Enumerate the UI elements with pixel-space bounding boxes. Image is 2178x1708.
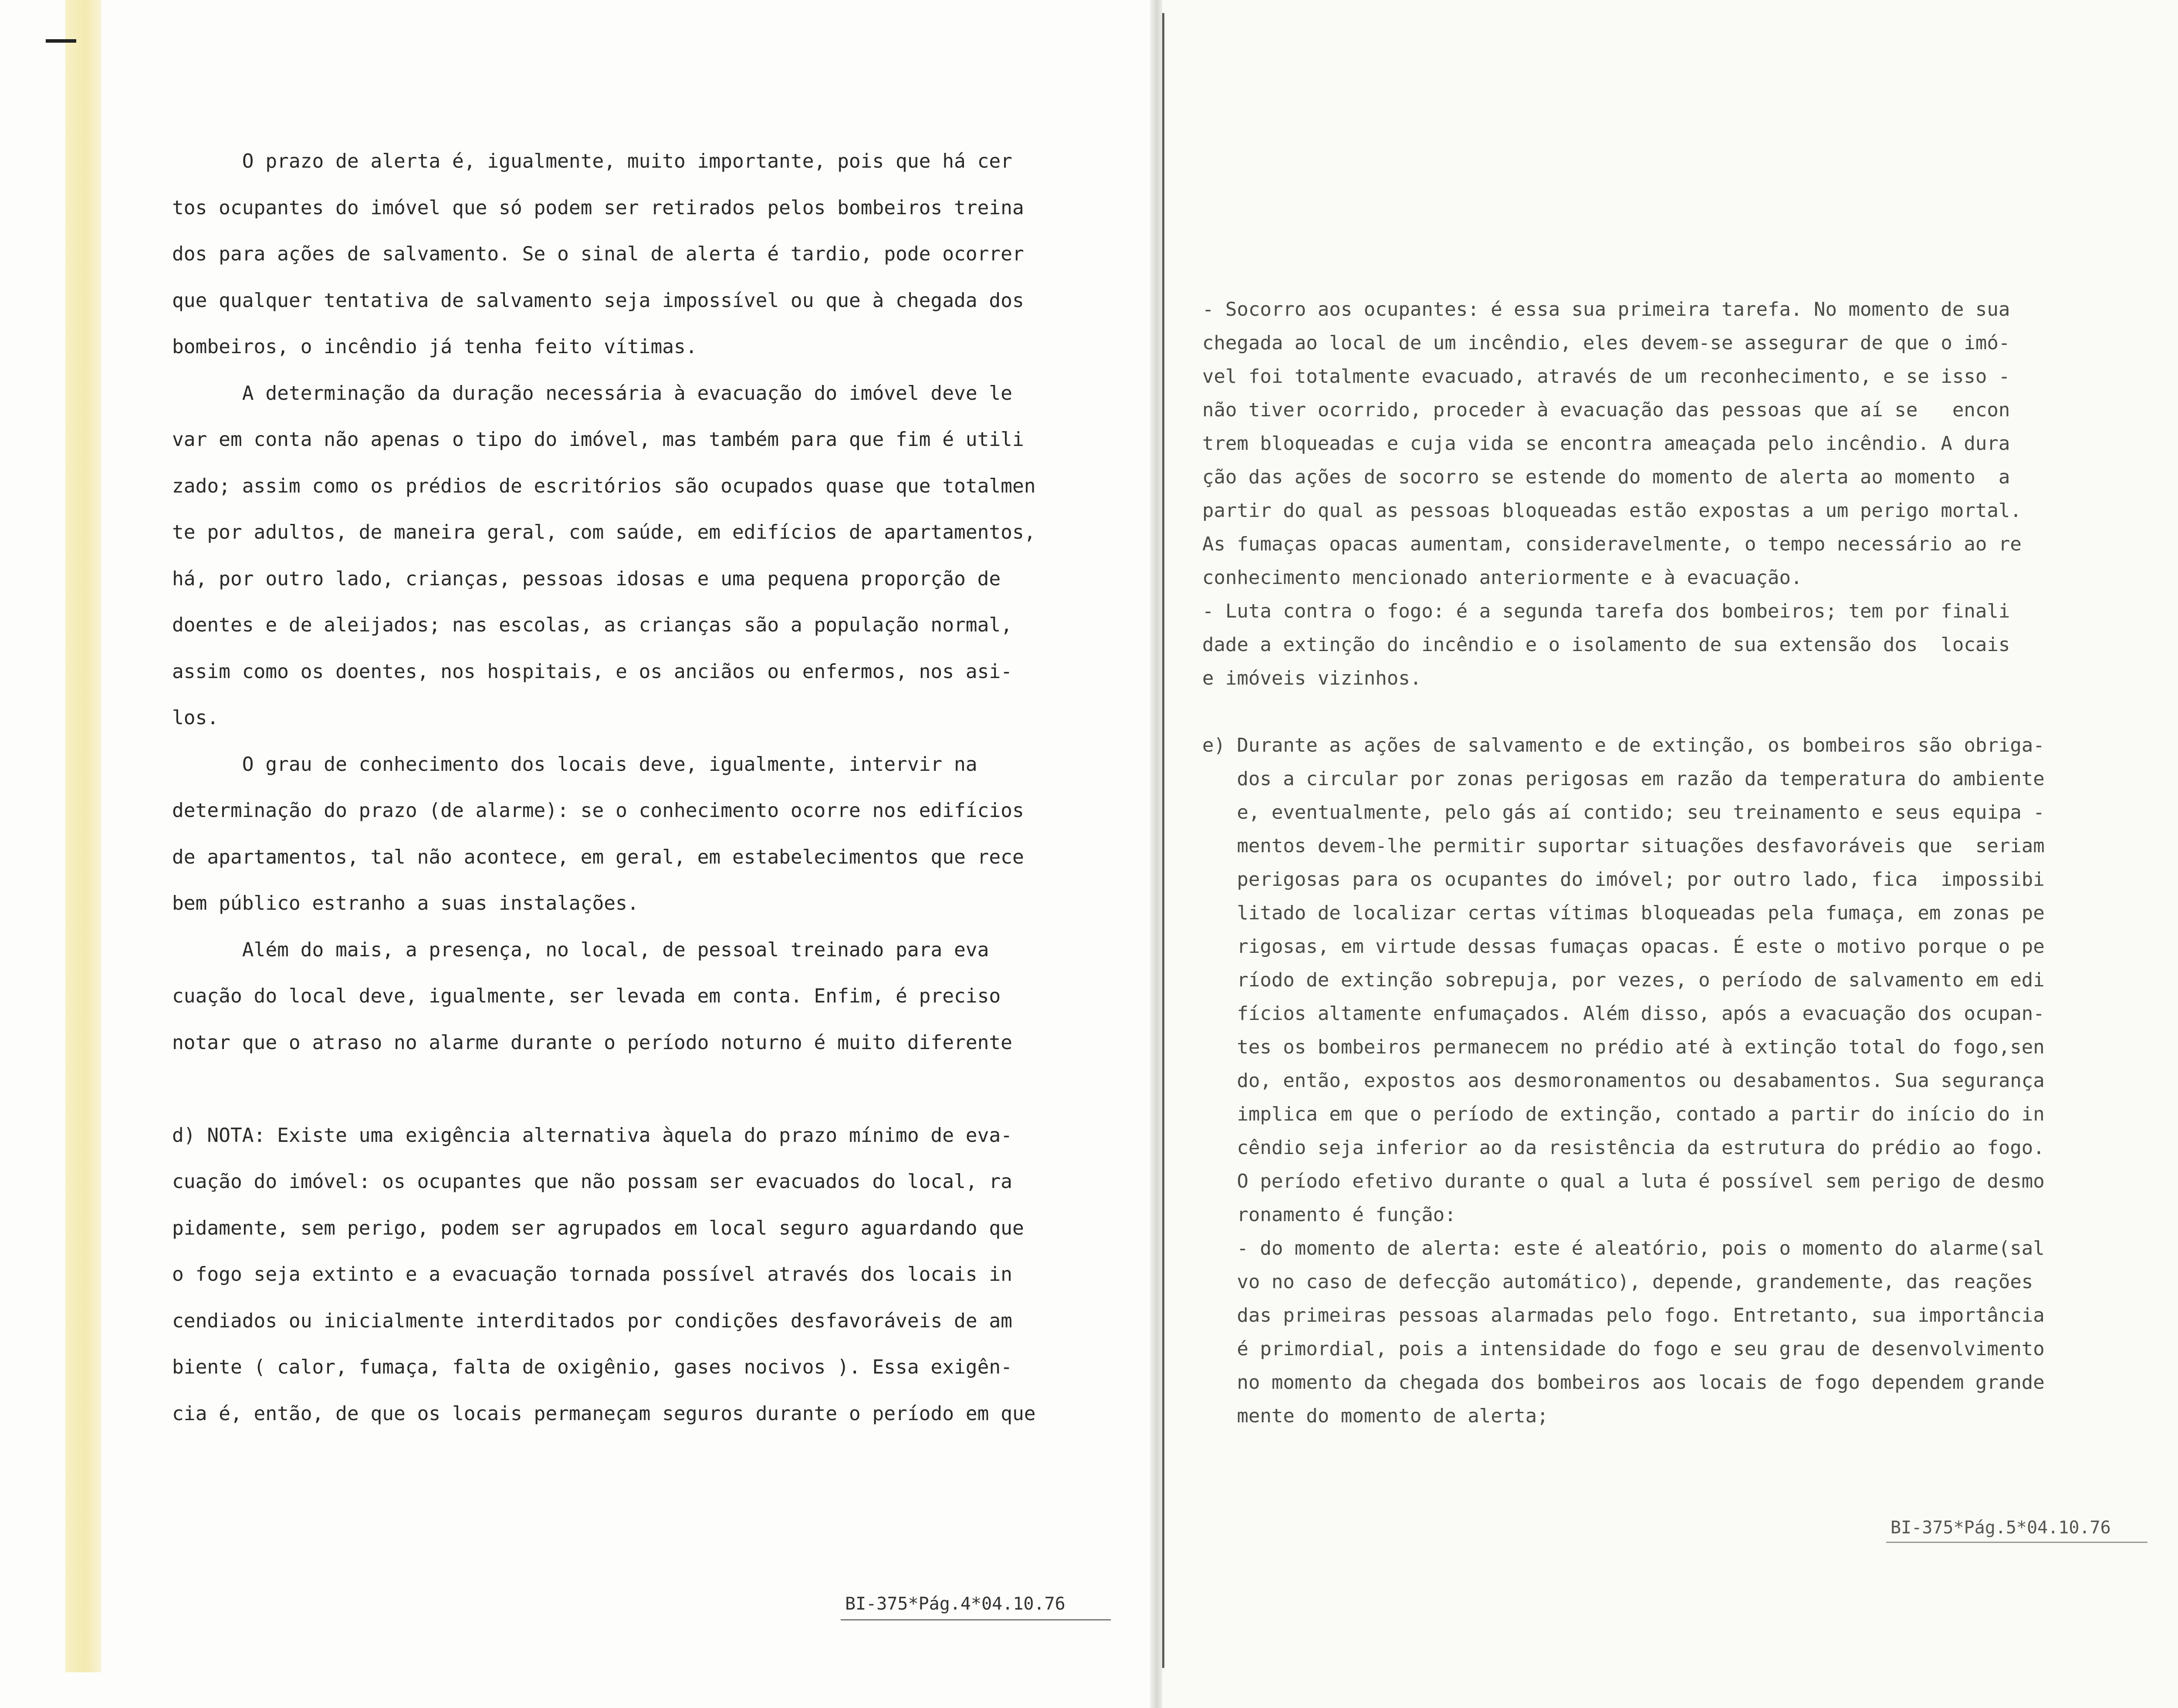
left-footer-rule bbox=[841, 1619, 1111, 1620]
edge-mark bbox=[46, 39, 76, 43]
right-footer-rule bbox=[1886, 1542, 2148, 1543]
page-fold-line bbox=[1162, 13, 1164, 1668]
left-page-footer: BI-375*Pág.4*04.10.76 bbox=[845, 1594, 1065, 1614]
binding-strip bbox=[65, 0, 101, 1672]
right-page bbox=[1162, 0, 2178, 1708]
right-page-footer: BI-375*Pág.5*04.10.76 bbox=[1891, 1518, 2111, 1538]
left-page-body: O prazo de alerta é, igualmente, muito importante, pois que há cer tos ocupantes do imóvel que só podem ser retirados pelos bombeiros treina dos para ações de salvamento. Se o sinal de alerta é tardio, pode ocorrer que qualquer tentativa de salvamento seja impossível ou que à chegada dos bombeiros, o incêndio já tenha feito vítimas. A determinação da duração necessária à evacuação do imóvel deve le var em conta não apenas o tipo do imóvel, mas também para que fim é utili zado; assim como os prédios de escritórios são ocupados quase que totalmen te por adultos, de maneira geral, com saúde, em edifícios de apartamentos, há, por outro lado, crianças, pessoas idosas e uma pequena proporção de doentes e de aleijados; nas escolas, as crianças são a população normal, assim como os doentes, nos hospitais, e os anciãos ou enfermos, nos asi- los. O grau de conhecimento dos locais deve, igualmente, intervir na determinação do prazo (de alarme): se o conhecimento ocorre nos edifícios de apartamentos, tal não acontece, em geral, em estabelecimentos que rece bem público estranho a suas instalações. Além do mais, a presença, no local, de pessoal treinado para eva cuação do local deve, igualmente, ser levada em conta. Enfim, é preciso notar que o atraso no alarme durante o período noturno é muito diferente d) NOTA: Existe uma exigência alternativa àquela do prazo mínimo de eva- cuação do imóvel: os ocupantes que não possam ser evacuados do local, ra pidamente, sem perigo, podem ser agrupados em local seguro aguardando que o fogo seja extinto e a evacuação tornada possível através dos locais in cendiados ou inicialmente interditados por condições desfavoráveis de am biente ( calor, fumaça, falta de oxigênio, gases nocivos ). Essa exigên- cia é, então, de que os locais permaneçam seguros durante o período em que bbox=[172, 150, 1036, 1425]
page-fold-shadow bbox=[1150, 0, 1163, 1708]
right-page-body: - Socorro aos ocupantes: é essa sua primeira tarefa. No momento de sua chegada ao local de um incêndio, eles devem-se assegurar de que o imó- vel foi totalmente evacuado, através de um reconhecimento, e se isso - não tiver ocorrido, proceder à evacuação das pessoas que aí se encon trem bloqueadas e cuja vida se encontra ameaçada pelo incêndio. A dura ção das ações de socorro se estende do momento de alerta ao momento a partir do qual as pessoas bloqueadas estão expostas a um perigo mortal. As fumaças opacas aumentam, consideravelmente, o tempo necessário ao re conhecimento mencionado anteriormente e à evacuação. - Luta contra o fogo: é a segunda tarefa dos bombeiros; tem por finali dade a extinção do incêndio e o isolamento de sua extensão dos locais e imóveis vizinhos. e) Durante as ações de salvamento e de extinção, os bombeiros são obriga- dos a circular por zonas perigosas em razão da temperatura do ambiente e, eventualmente, pelo gás aí contido; seu treinamento e seus equipa - mentos devem-lhe permitir suportar situações desfavoráveis que seriam perigosas para os ocupantes do imóvel; por outro lado, fica impossibi litado de localizar certas vítimas bloqueadas pela fumaça, em zonas pe rigosas, em virtude dessas fumaças opacas. É este o motivo porque o pe ríodo de extinção sobrepuja, por vezes, o período de salvamento em edi fícios altamente enfumaçados. Além disso, após a evacuação dos ocupan- tes os bombeiros permanecem no prédio até à extinção total do fogo,sen do, então, expostos aos desmoronamentos ou desabamentos. Sua segurança implica em que o período de extinção, contado a partir do início do in cêndio seja inferior ao da resistência da estrutura do prédio ao fogo. O período efetivo durante o qual a luta é possível sem perigo de desmo ronamento é função: - do momento de alerta: este é aleatório, pois o momento do alarme(sal vo no caso de defecção automático), depende, grandemente, das reações das primeiras pessoas alarmadas pelo fogo. Entretanto, sua importância é primordial, pois a intensidade do fogo e seu grau de desenvolvimento no momento da chegada dos bombeiros aos locais de fogo dependem grande mente do momento de alerta; bbox=[1202, 298, 2045, 1427]
